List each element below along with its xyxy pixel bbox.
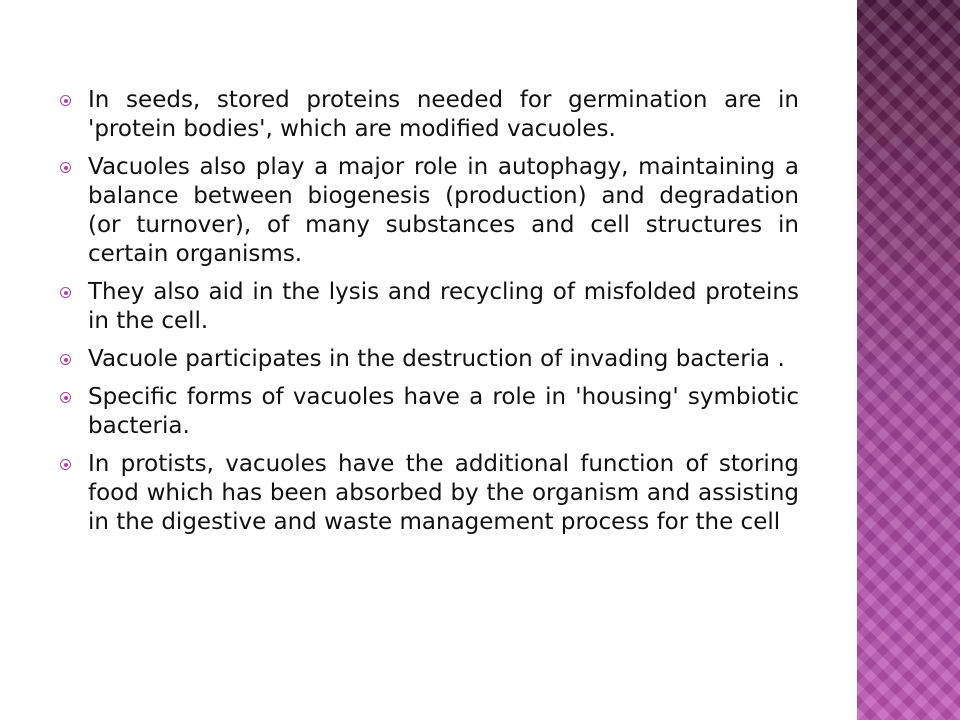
bullet-text: In seeds, stored proteins needed for germination are in 'protein bodies', which are modified vacuoles. <box>88 87 799 142</box>
target-bullet-icon <box>60 162 71 173</box>
bullet-item <box>60 450 799 537</box>
bullet-item <box>60 86 799 144</box>
bullet-text: They also aid in the lysis and recycling of misfolded proteins in the cell. <box>88 279 799 334</box>
bullet-item <box>60 345 799 374</box>
bullet-item <box>60 153 799 269</box>
target-bullet-icon <box>60 459 71 470</box>
target-bullet-icon <box>60 287 71 298</box>
slide-content <box>60 86 799 546</box>
bullet-text: Vacuole participates in the destruction of invading bacteria . <box>88 346 785 372</box>
target-bullet-icon <box>60 354 71 365</box>
target-bullet-icon <box>60 392 71 403</box>
bullet-item <box>60 278 799 336</box>
bullet-text: Specific forms of vacuoles have a role in 'housing' symbiotic bacteria. <box>88 384 799 439</box>
target-bullet-icon <box>60 95 71 106</box>
decorative-side-panel <box>857 0 960 720</box>
bullet-item <box>60 383 799 441</box>
bullet-text: In protists, vacuoles have the additional function of storing food which has been absorbed by the organism and assisting in the digestive and waste management process for the cell <box>88 451 799 535</box>
bullet-list <box>60 86 799 537</box>
bullet-text: Vacuoles also play a major role in autophagy, maintaining a balance between biogenesis (production) and degradation (or turnover), of many substances and cell structures in certain organisms. <box>88 154 799 267</box>
